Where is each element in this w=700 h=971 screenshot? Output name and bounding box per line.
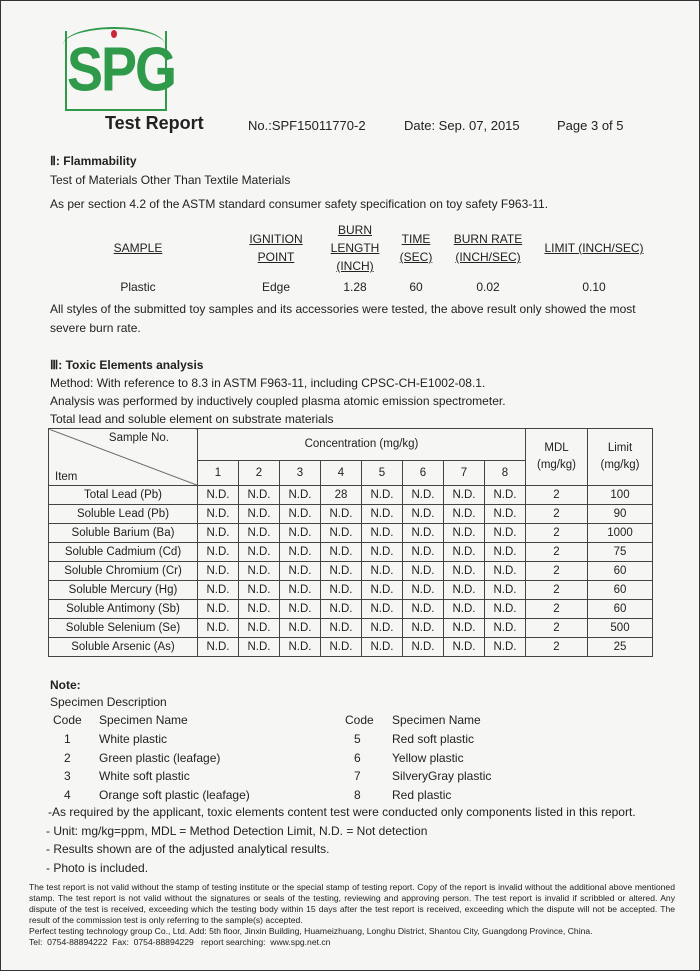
value-cell: N.D.	[403, 619, 444, 638]
col-ignition-point: IGNITION POINT	[249, 232, 303, 264]
value-cell: N.D.	[321, 524, 362, 543]
value-cell: N.D.	[403, 600, 444, 619]
item-cell: Soluble Antimony (Sb)	[49, 600, 198, 619]
sample-number-header: 8	[485, 460, 526, 485]
value-cell: N.D.	[321, 543, 362, 562]
report-title: Test Report	[105, 113, 204, 133]
value-cell: N.D.	[362, 543, 403, 562]
value-cell: N.D.	[403, 543, 444, 562]
value-cell: N.D.	[444, 581, 485, 600]
value-cell: N.D.	[362, 581, 403, 600]
footer-disclaimer: The test report is not valid without the stamp of testing institute or the special stamp of testing report. Copy of the report is invalid without the additional above mentioned stamp. The test report is not valid without the signatures or seals of the testing, reviewing and approving person. The test report is invalid if scribbled or altered. Any dispute of the test is received, exceeding which the testing body within 15 days after the test report is received, exceeding which the dispute will not be accepted. The result of the commission test is only referring to the sample(s) accepted.	[29, 882, 675, 925]
value-cell: 28	[321, 486, 362, 505]
note-line-1: -As required by the applicant, toxic elements content test were conducted only components listed in this report.	[48, 805, 636, 819]
specimen-name: Green plastic (leafage)	[99, 750, 221, 765]
value-cell: N.D.	[444, 619, 485, 638]
value-cell: N.D.	[239, 524, 280, 543]
toxic-heading: Ⅲ: Toxic Elements analysis	[50, 358, 204, 372]
value-cell: N.D.	[362, 505, 403, 524]
sample-number-header: 7	[444, 460, 485, 485]
col-burn-rate: BURN RATE (INCH/SEC)	[453, 232, 523, 264]
mdl-cell: 2	[526, 524, 588, 543]
report-number: No.:SPF15011770-2	[248, 118, 366, 133]
value-cell: N.D.	[485, 581, 526, 600]
value-cell: N.D.	[403, 524, 444, 543]
value-cell: N.D.	[362, 562, 403, 581]
item-cell: Soluble Cadmium (Cd)	[49, 543, 198, 562]
code-label-left: Code	[53, 713, 82, 727]
cell-time: 60	[409, 280, 423, 294]
item-cell: Soluble Barium (Ba)	[49, 524, 198, 543]
mdl-header: MDL (mg/kg)	[526, 429, 588, 486]
value-cell: N.D.	[321, 505, 362, 524]
limit-header: Limit (mg/kg)	[588, 429, 653, 486]
limit-cell: 60	[588, 562, 653, 581]
concentration-header: Concentration (mg/kg)	[198, 429, 526, 461]
item-cell: Soluble Mercury (Hg)	[49, 581, 198, 600]
report-date: Date: Sep. 07, 2015	[404, 118, 520, 133]
mdl-cell: 2	[526, 562, 588, 581]
limit-cell: 25	[588, 638, 653, 657]
value-cell: N.D.	[280, 562, 321, 581]
value-cell: N.D.	[321, 562, 362, 581]
specimen-code: 5	[354, 732, 361, 746]
value-cell: N.D.	[198, 638, 239, 657]
value-cell: N.D.	[198, 619, 239, 638]
value-cell: N.D.	[280, 524, 321, 543]
value-cell: N.D.	[280, 486, 321, 505]
value-cell: N.D.	[280, 619, 321, 638]
flammability-subheading: Test of Materials Other Than Textile Materials	[50, 173, 291, 187]
footer	[29, 882, 675, 948]
limit-cell: 100	[588, 486, 653, 505]
value-cell: N.D.	[444, 505, 485, 524]
table-row	[49, 562, 653, 581]
item-label: Item	[55, 471, 78, 483]
value-cell: N.D.	[198, 486, 239, 505]
flammability-heading: Ⅱ: Flammability	[50, 154, 137, 168]
value-cell: N.D.	[403, 505, 444, 524]
sample-number-header: 3	[280, 460, 321, 485]
value-cell: N.D.	[485, 505, 526, 524]
table-row	[49, 486, 653, 505]
value-cell: N.D.	[239, 486, 280, 505]
mdl-cell: 2	[526, 581, 588, 600]
sample-number-header: 1	[198, 460, 239, 485]
value-cell: N.D.	[280, 505, 321, 524]
value-cell: N.D.	[485, 600, 526, 619]
table-row	[49, 505, 653, 524]
value-cell: N.D.	[280, 581, 321, 600]
value-cell: N.D.	[403, 581, 444, 600]
sample-number-header: 6	[403, 460, 444, 485]
name-label-left: Specimen Name	[99, 713, 188, 727]
value-cell: N.D.	[198, 562, 239, 581]
footer-contact: Tel: 0754-88894222 Fax: 0754-88894229 report searching: www.spg.net.cn	[29, 937, 331, 947]
specimen-name: White plastic	[99, 732, 168, 746]
value-cell: N.D.	[362, 600, 403, 619]
specimen-name: Red soft plastic	[392, 732, 475, 746]
value-cell: N.D.	[362, 619, 403, 638]
footer-address: Perfect testing technology group Co., Ltd. Add: 5th floor, Jinxin Building, Huameizhuang, Longhu District, Shantou City, Guangdong Province, China.	[29, 926, 593, 936]
mdl-cell: 2	[526, 600, 588, 619]
mdl-cell: 2	[526, 619, 588, 638]
mdl-cell: 2	[526, 543, 588, 562]
specimen-code: 1	[64, 732, 71, 746]
value-cell: N.D.	[403, 486, 444, 505]
note-heading: Note:	[50, 678, 81, 692]
item-cell: Soluble Lead (Pb)	[49, 505, 198, 524]
item-cell: Soluble Selenium (Se)	[49, 619, 198, 638]
value-cell: N.D.	[239, 619, 280, 638]
value-cell: N.D.	[362, 486, 403, 505]
value-cell: N.D.	[362, 638, 403, 657]
table-row	[49, 543, 653, 562]
cell-burn-rate: 0.02	[476, 280, 500, 294]
value-cell: N.D.	[485, 543, 526, 562]
limit-cell: 90	[588, 505, 653, 524]
specimen-name: White soft plastic	[99, 769, 190, 783]
flammability-note-2: severe burn rate.	[50, 321, 141, 335]
specimen-heading: Specimen Description	[50, 695, 167, 709]
value-cell: N.D.	[444, 543, 485, 562]
table-row	[49, 600, 653, 619]
value-cell: N.D.	[239, 600, 280, 619]
table-row	[49, 638, 653, 657]
note-line-2: - Unit: mg/kg=ppm, MDL = Method Detection Limit, N.D. = Not detection	[46, 824, 428, 838]
specimen-code: 7	[354, 769, 361, 783]
sample-number-header: 2	[239, 460, 280, 485]
sample-number-header: 4	[321, 460, 362, 485]
value-cell: N.D.	[485, 524, 526, 543]
specimen-code: 3	[64, 769, 71, 783]
value-cell: N.D.	[321, 581, 362, 600]
name-label-right: Specimen Name	[392, 713, 481, 727]
toxic-elements-table	[48, 428, 653, 657]
specimen-code: 8	[354, 787, 361, 802]
value-cell: N.D.	[239, 562, 280, 581]
specimen-code: 6	[354, 750, 361, 765]
mdl-cell: 2	[526, 486, 588, 505]
col-limit: LIMIT (INCH/SEC)	[544, 241, 644, 255]
limit-cell: 60	[588, 600, 653, 619]
value-cell: N.D.	[198, 600, 239, 619]
col-burn-length: BURN LENGTH (INCH)	[330, 223, 380, 273]
value-cell: N.D.	[444, 600, 485, 619]
specimen-name: SilveryGray plastic	[392, 769, 492, 783]
col-sample: SAMPLE	[113, 241, 163, 255]
value-cell: N.D.	[239, 581, 280, 600]
value-cell: N.D.	[485, 638, 526, 657]
limit-cell: 1000	[588, 524, 653, 543]
value-cell: N.D.	[444, 486, 485, 505]
limit-cell: 60	[588, 581, 653, 600]
value-cell: N.D.	[321, 600, 362, 619]
limit-cell: 75	[588, 543, 653, 562]
item-cell: Total Lead (Pb)	[49, 486, 198, 505]
value-cell: N.D.	[280, 543, 321, 562]
value-cell: N.D.	[321, 638, 362, 657]
value-cell: N.D.	[198, 543, 239, 562]
value-cell: N.D.	[485, 486, 526, 505]
value-cell: N.D.	[239, 543, 280, 562]
value-cell: N.D.	[198, 581, 239, 600]
note-line-4: - Photo is included.	[46, 861, 149, 875]
specimen-name: Red plastic	[392, 787, 452, 802]
value-cell: N.D.	[362, 524, 403, 543]
table-row	[49, 524, 653, 543]
value-cell: N.D.	[444, 562, 485, 581]
value-cell: N.D.	[403, 562, 444, 581]
specimen-name: Orange soft plastic (leafage)	[99, 787, 250, 802]
value-cell: N.D.	[280, 600, 321, 619]
toxic-method: Method: With reference to 8.3 in ASTM F963-11, including CPSC-CH-E1002-08.1.	[50, 376, 486, 390]
sample-no-label: Sample No.	[108, 432, 169, 444]
col-time: TIME (SEC)	[399, 232, 433, 264]
value-cell: N.D.	[239, 505, 280, 524]
header-diagonal-cell	[49, 429, 198, 486]
value-cell: N.D.	[239, 638, 280, 657]
item-cell: Soluble Chromium (Cr)	[49, 562, 198, 581]
value-cell: N.D.	[444, 524, 485, 543]
cell-limit: 0.10	[582, 280, 606, 294]
specimen-name: Yellow plastic	[392, 750, 464, 765]
value-cell: N.D.	[321, 619, 362, 638]
test-report-page: SPG Test Report No.:SPF15011770-2 Date: Sep. 07, 2015 Page 3 of 5 Ⅱ: Flammability Test of Materials Other Than Textile Materials As per section 4.2 of the ASTM standard consumer safety specification on toy safety F963-11. SAMPLE IGNITION POINT BURN LENGTH (INCH) TIME (SEC) BURN RATE (INCH/SEC) LIMIT (INCH/SEC) Plastic Edge 1.28 60 0.02 0.10 All styles of the submitted toy samples and its accessories were tested, the above result only showed the most severe burn rate. Ⅲ: Toxic Elements analysis Method: With reference to 8.3 in ASTM F963-11, including CPSC-CH-E1002-08.1. Analysis was performed by inductively coupled plasma atomic emission spectrometer. Total lead and soluble element on substrate materials Sample No. Item Concentration (mg/kg) MDL (mg/kg) Limit (mg/kg) 1 2 3 4 5 6 7 8 Total Lead (Pb) N.D. N.D. N.D. 28 N.D. N.D. N.D. N.D. 2 100 Soluble Lead (Pb) N.D. N.D. N.D. N.D. N.D. N.D. N.D. N.D. 2 90 Soluble Barium (Ba) N.D. N.D. N.D. N.D. N.D. N.D. N.D. N.D. 2 1000 Soluble Cadmium (Cd) N.D. N.D. N.D. N.D. N.D. N.D. N.D. N.D. 2 75 Soluble Chromium (Cr) N.D. N.D. N.D. N.D. N.D. N.D. N.D. N.D. 2 60 Soluble Mercury (Hg) N.D. N.D. N.D. N.D. N.D. N.D. N.D. N.D. 2 60 Soluble Antimony (Sb) N.D. N.D. N.D. N.D. N.D. N.D. N.D. N.D. 2 60 Soluble Selenium (Se) N.D. N.D. N.D. N.D. N.D. N.D. N.D. N.D. 2 500 Soluble Arsenic (As) N.D. N.D. N.D. N.D. N.D. N.D. N.D. N.D. 2 25 Note: Specimen Description Code Specimen Name Code Specimen Name 1 White plastic 2 Green plastic (leafage) 3 White soft plastic 4 Orange soft plastic (leafage) 5 Red soft plastic 6 Yellow plastic 7 SilveryGray plastic 8 Red plastic -As required by the applicant, toxic elements content test were conducted only components listed in this report. - Unit: mg/kg=ppm, MDL = Method Detection Limit, N.D. = Not detection - Results shown are of the adjusted analytical results. - Photo is included. The test report is not valid without the stamp of testing institute or the special stamp of testing report. Copy of the report is invalid without the additional above mentioned stamp. The test report is not valid without the signatures or seals of the testing, reviewing and approving person. The test report is invalid if scribbled or altered. Any dispute of the test is received, exceeding which the testing body within 15 days after the test report is received, exceeding which the dispute will not be accepted. The result of the commission test is only referring to the sample(s) accepted. Perfect testing technology group Co., Ltd. Add: 5th floor, Jinxin Building, Huameizhuang, Longhu District, Shantou City, Guangdong Province, China. Tel: 0754-88894222 Fax: 0754-88894229 report searching: www.spg.net.cn	[0, 0, 700, 971]
specimen-code: 2	[64, 750, 71, 765]
code-label-right: Code	[345, 713, 374, 727]
cell-ignition: Edge	[261, 280, 291, 294]
cell-burn-length: 1.28	[343, 280, 367, 294]
limit-cell: 500	[588, 619, 653, 638]
cell-sample: Plastic	[120, 280, 156, 294]
toxic-analysis: Analysis was performed by inductively coupled plasma atomic emission spectrometer.	[50, 394, 506, 408]
mdl-cell: 2	[526, 505, 588, 524]
table-row	[49, 619, 653, 638]
value-cell: N.D.	[403, 638, 444, 657]
flammability-intro: As per section 4.2 of the ASTM standard consumer safety specification on toy safety F963-11.	[50, 197, 549, 211]
value-cell: N.D.	[485, 562, 526, 581]
value-cell: N.D.	[485, 619, 526, 638]
table-row	[49, 581, 653, 600]
toxic-caption: Total lead and soluble element on substrate materials	[50, 412, 334, 426]
value-cell: N.D.	[198, 524, 239, 543]
page-number: Page 3 of 5	[557, 118, 624, 133]
flammability-note-1: All styles of the submitted toy samples and its accessories were tested, the above result only showed the most	[50, 302, 636, 316]
value-cell: N.D.	[280, 638, 321, 657]
value-cell: N.D.	[198, 505, 239, 524]
value-cell: N.D.	[444, 638, 485, 657]
specimen-code: 4	[64, 787, 71, 802]
mdl-cell: 2	[526, 638, 588, 657]
note-line-3: - Results shown are of the adjusted analytical results.	[46, 842, 330, 856]
item-cell: Soluble Arsenic (As)	[49, 638, 198, 657]
sample-number-header: 5	[362, 460, 403, 485]
